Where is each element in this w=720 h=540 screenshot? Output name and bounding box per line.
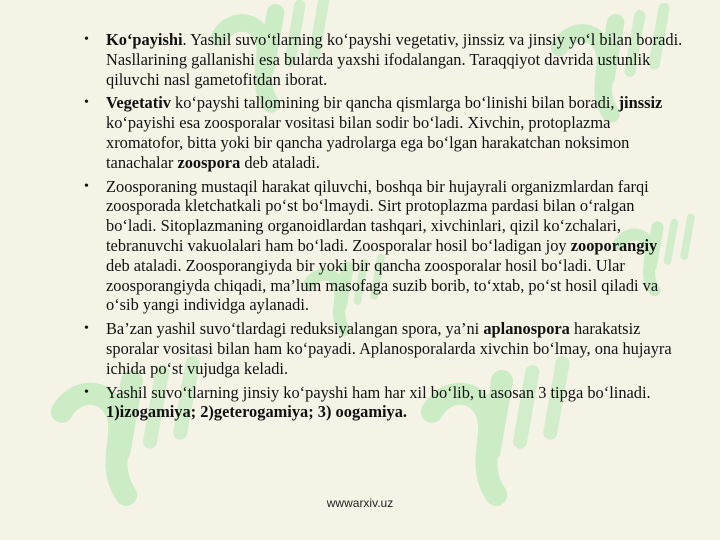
bullet-text (106, 177, 658, 315)
bullet-dot-icon: • (84, 321, 89, 337)
text-run: . Yashil suvo‘tlarning ko‘payshi vegetativ, jinssiz va jinsiy yo‘l bilan boradi. Nasllarining gallanishi esa bularda yaxshi ifodalangan. Taraqqiyot davrida ustunlik qiluvchi nasl gametofitdan iborat. (106, 30, 683, 89)
bullet-text (106, 319, 672, 378)
bullet-dot-icon: • (84, 384, 89, 400)
text-run: harakatsiz sporalar vositasi bilan ham ko‘payadi. Aplanosporalarda xivchin bo‘lmay, ona hujayra ichida po‘st vujudga keladi. (106, 319, 672, 378)
bold-term: aplanospora (483, 319, 570, 339)
bullet-item (84, 319, 684, 378)
bold-term: Ko‘payishi (106, 30, 183, 49)
bold-term: Vegetativ (106, 93, 171, 113)
bullet-dot-icon: • (84, 32, 89, 47)
bullet-text (106, 383, 651, 422)
bullet-text (106, 93, 662, 171)
bold-term: jinssiz (618, 93, 663, 113)
bullet-item (84, 30, 684, 89)
bold-term: 1)izogamiya; 2)geterogamiya; 3) oogamiya. (106, 402, 408, 422)
bold-term: zoospora (177, 152, 241, 172)
text-run: ko‘payshi tallomining bir qancha qismlarga bo‘linishi bilan boradi, (170, 93, 619, 113)
text-run: ko‘payishi esa zoosporalar vositasi bilan sodir bo‘ladi. Xivchin, protoplazma xromatofor, bitta yoki bir qancha yadrolarga ega bo‘lgan harakatchan noksimon tanachalar (106, 113, 630, 172)
bullet-item (84, 177, 684, 316)
bullet-item (84, 383, 684, 423)
bullet-dot-icon: • (84, 178, 89, 194)
bullet-item (84, 93, 684, 172)
footer-website: wwwarxiv.uz (326, 496, 394, 510)
bullet-dot-icon: • (84, 95, 89, 111)
bullet-list (84, 30, 684, 422)
text-run: deb ataladi. Zoosporangiyda bir yoki bir qancha zoosporalar hosil bo‘ladi. Ular zoosporangiyda chiqadi, ma’lum masofaga suzib borib, to‘xtab, po‘st hosil qiladi va o‘sib yangi individga aylanadi. (106, 255, 659, 315)
text-run: Yashil suvo‘tlarning jinsiy ko‘payshi ham har xil bo‘lib, u asosan 3 tipga bo‘linadi. (106, 382, 651, 402)
slide-content (84, 30, 684, 426)
text-run: deb ataladi. (240, 152, 320, 172)
text-run: Ba’zan yashil suvo‘tlardagi reduksiyalangan spora, ya’ni (106, 319, 484, 339)
bullet-text (106, 30, 682, 89)
bold-term: zooporangiy (570, 235, 658, 255)
text-run: Zoosporaning mustaqil harakat qiluvchi, boshqa bir hujayrali organizmlardan farqi zoosporada kletchatkali po‘st bo‘lmaydi. Sirt protoplazma pardasi bilan o‘ralgan bo‘ladi. Sitoplazmaning organoidlardan tashqari, xivchinlari, qizil ko‘zchalari, tebranuvchi vakuolalari ham bo‘ladi. Zoosporalar hosil bo‘ladigan joy (106, 176, 649, 255)
